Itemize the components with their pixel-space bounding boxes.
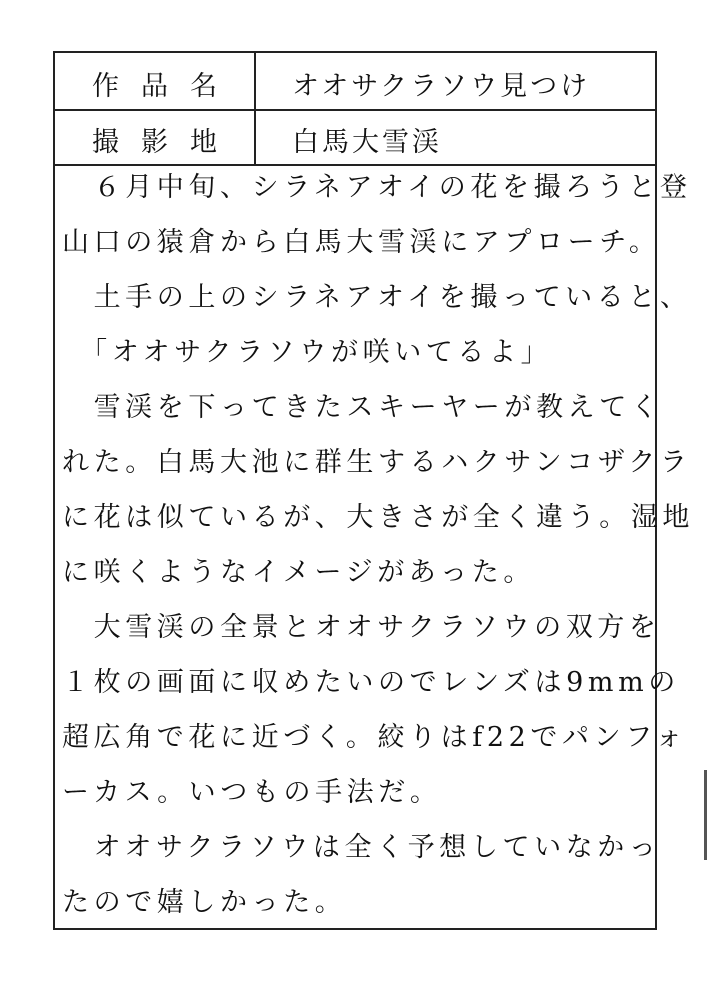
- body-line-1: ６月中旬、シラネアオイの花を撮ろうと登: [62, 172, 692, 203]
- body-line-11: 超広角で花に近づく。絞りはf22でパンフォ: [62, 722, 688, 753]
- title-value: オオサクラソウ見つけ: [292, 71, 591, 102]
- body-line-6: れた。白馬大池に群生するハクサンコザクラ: [62, 447, 692, 478]
- body-line-4: 「オオサクラソウが咲いてるよ」: [62, 337, 553, 368]
- location-label: 撮影地: [92, 127, 239, 158]
- body-line-7: に花は似ているが、大きさが全く違う。湿地: [62, 502, 694, 533]
- body-line-10: １枚の画面に収めたいのでレンズは9mmの: [62, 667, 680, 698]
- body-line-9: 大雪渓の全景とオオサクラソウの双方を: [62, 612, 661, 643]
- body-line-5: 雪渓を下ってきたスキーヤーが教えてく: [62, 392, 663, 423]
- title-row: [55, 53, 655, 111]
- body-line-3: 土手の上のシラネアオイを撮っていると、: [62, 282, 692, 313]
- title-label: 作品名: [92, 71, 239, 102]
- column-divider: [254, 53, 256, 166]
- body-line-12: ーカス。いつもの手法だ。: [62, 777, 442, 808]
- body-line-8: に咲くようなイメージがあった。: [62, 557, 535, 588]
- body-line-14: たので嬉しかった。: [62, 887, 347, 918]
- location-row: [55, 111, 655, 166]
- body-line-13: オオサクラソウは全く予想していなかっ: [62, 832, 661, 863]
- location-value: 白馬大雪渓: [292, 127, 442, 158]
- body-line-2: 山口の猿倉から白馬大雪渓にアプローチ。: [62, 227, 661, 258]
